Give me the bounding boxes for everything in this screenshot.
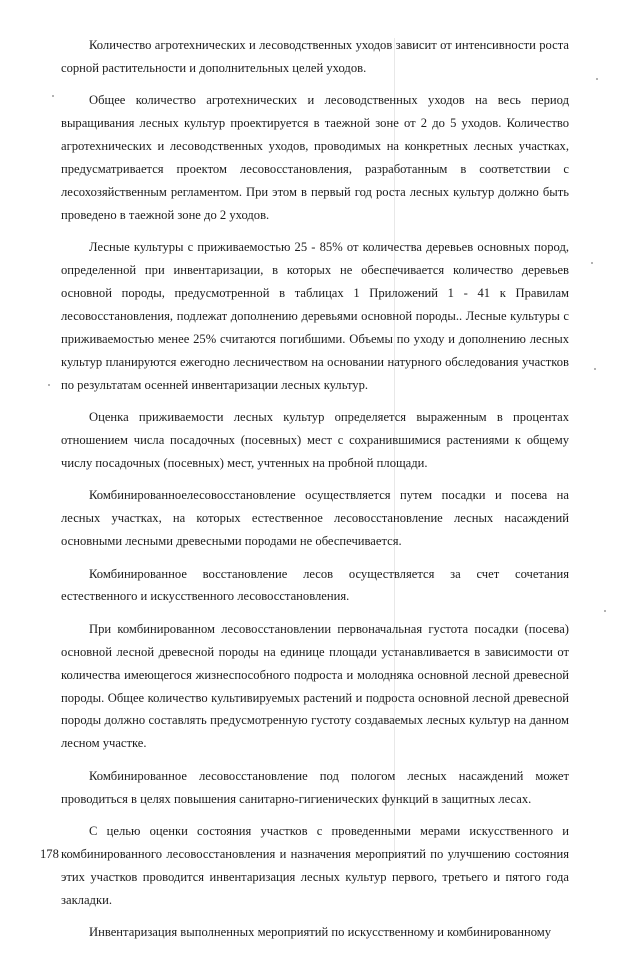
scan-speck <box>52 95 54 97</box>
body-text <box>61 34 569 954</box>
scan-speck <box>594 368 596 370</box>
paragraph-9: С целью оценки состояния участков с проведенными мерами искусственного и комбинированного лесовосстановления и назначения мероприятий по улучшению состояния этих участков проводится инвентаризация лесных культур первого, третьего и пятого года закладки. <box>61 824 569 907</box>
page-number: 178 <box>40 847 59 861</box>
paragraph-6: Комбинированное восстановление лесов осуществляется за счет сочетания естественного и искусственного лесовосстановления. <box>61 566 569 604</box>
paragraph-8: Комбинированное лесовосстановление под пологом лесных насаждений может проводиться в целях повышения санитарно-гигиенических функций в защитных лесах. <box>61 768 569 806</box>
scan-speck <box>604 610 606 612</box>
scan-speck <box>591 262 593 264</box>
paragraph-5: Комбинированноелесовосстановление осуществляется путем посадки и посева на лесных участках, на которых естественное лесовосстановление лесных насаждений основными лесными древесными породами не обеспечивается. <box>61 488 569 549</box>
paragraph-7: При комбинированном лесовосстановлении первоначальная густота посадки (посева) основной лесной древесной породы на единице площади устанавливается в зависимости от количества имеющегося жизнеспособного подроста и молодняка основной лесной древесной породы. Общее количество культивируемых растений и подроста основной лесной древесной породы должно составлять предусмотренную густоту создаваемых лесных культур на данном лесном участке. <box>61 621 569 751</box>
paragraph-3: Лесные культуры с приживаемостью 25 - 85% от количества деревьев основных пород, определенной при инвентаризации, в которых не обеспечивается количество деревьев основной породы, предусмотренной в таблицах 1 Приложений 1 - 41 к Правилам лесовосстановления, подлежат дополнению деревьями основной породы.. Лесные культуры с приживаемостью менее 25% считаются погибшими. Объемы по уходу и дополнению лесных культур планируются ежегодно лесничеством на основании натурного обследования участков по результатам осенней инвентаризации лесных культур. <box>61 240 569 392</box>
paragraph-1: Количество агротехнических и лесоводственных уходов зависит от интенсивности роста сорной растительности и дополнительных целей уходов. <box>61 38 569 75</box>
scan-speck <box>48 384 50 386</box>
paragraph-10: Инвентаризация выполненных мероприятий по искусственному и комбинированному <box>89 925 552 940</box>
paragraph-4: Оценка приживаемости лесных культур определяется выраженным в процентах отношением числа посадочных (посевных) мест с сохранившимися растениями к общему числу посадочных (посевных) мест, учтенных на пробной площади. <box>61 410 569 470</box>
paragraph-2: Общее количество агротехнических и лесоводственных уходов на весь период выращивания лесных культур проектируется в таежной зоне от 2 до 5 уходов. Количество агротехнических и лесоводственных уходов, проводимых на конкретных лесных участках, предусматривается проектом лесовосстановления, разработанным в соответствии с лесохозяйственным регламентом. При этом в первый год роста лесных культур должно быть проведено в таежной зоне до 2 уходов. <box>61 93 569 222</box>
scan-speck <box>596 78 598 80</box>
